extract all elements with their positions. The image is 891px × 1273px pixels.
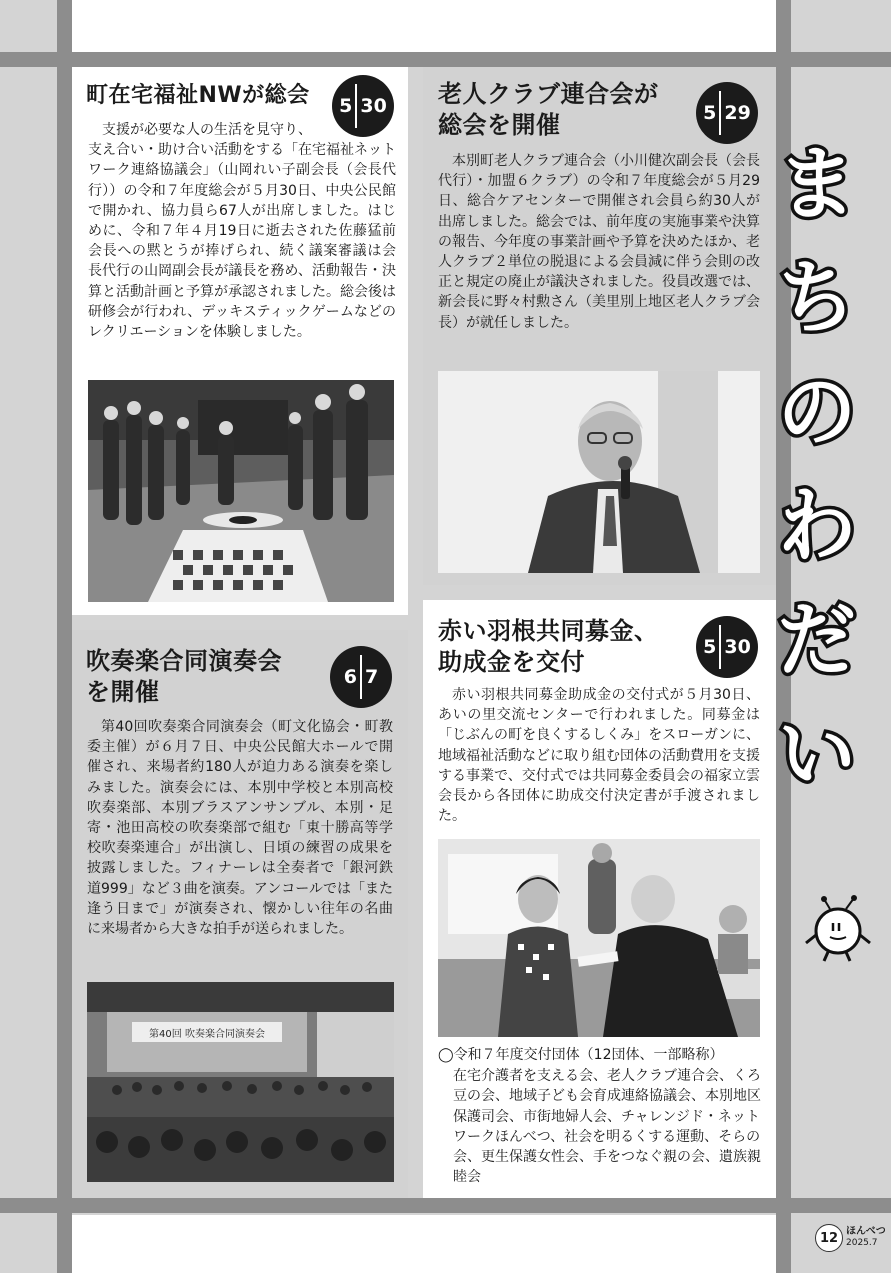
article-title: 老人クラブ連合会が 総会を開催 [438, 80, 659, 139]
article-body: 支援が必要な人の生活を見守り、 支え合い・助け合い活動をする「在宅福祉ネットワーク連絡協議会」（山岡れい子副会長（会長代行））の令和７年度総会が５月30日、中央公民館で開かれ、協力員ら67人が出席しました。はじめに、令和７年４月19日に逝去された佐藤猛前会長への黙とうが捧げられ、続く議案審議は会長代行の山岡副会長が議長を務め、活動報告・決算と活動計画と予算が承認されました。総会後は研修会が行われ、デッキスティックゲームなどのレクリエーションを体験しました。 [88, 122, 396, 341]
side-title-text: まちのわだい [762, 140, 858, 824]
bottom-margin-block [72, 1215, 776, 1273]
page-number: 12 [815, 1224, 843, 1252]
article-body: 赤い羽根共同募金助成金の交付式が５月30日、あいの里交流センターで行われました。同募金は「じぶんの町を良くするしくみ」をスローガンに、地域福祉活動などに取り組む団体の活動費用を支援する事業で、交付式では共同募金委員会の福家立雲会長から各団体に助成交付決定書が手渡されました。 [438, 687, 760, 825]
top-frame-bar [0, 52, 891, 67]
date-badge: 5 30 [332, 75, 394, 137]
side-section-title [762, 80, 888, 980]
article-brass-band-concert [72, 630, 408, 1198]
top-margin-block [72, 0, 776, 52]
town-name: ほんべつ [846, 1226, 886, 1237]
article-body: 本別町老人クラブ連合会（小川健次副会長（会長代行）・加盟６クラブ）の令和７年度総会が５月29日、総合ケアセンターで開催され会員ら約30人が出席しました。総会では、前年度の実施事業や決算の報告、今年度の事業計画や予算を決めたほか、老人クラブ２単位の脱退による会員減に伴う会則の改正と規定の廃止が議決されました。役員改選では、新会長に野々村勲さん（美里別上地区老人クラブ会長）が就任しました。 [438, 153, 760, 331]
article-title: 赤い羽根共同募金、 助成金を交付 [438, 617, 659, 676]
article-body: 第40回吹奏楽合同演奏会（町文化協会・町教委主催）が６月７日、中央公民館大ホールで開催され、来場者約180人が迫力ある演奏を楽しみました。演奏会には、本別中学校と本別高校吹奏楽部、本別ブラスアンサンブル、本別・足寄・池田高校の吹奏楽部で組む「東十勝高等学校吹奏楽連合」が出演し、日頃の練習の成果を披露しました。フィナーレは全奏者で「銀河鉄道999」など３曲を演奏。アンコールでは「また逢う日まで」が演奏され、懐かしい往年の名曲に来場者から大きな拍手が送られました。 [87, 719, 393, 938]
article-senior-club-federation [423, 67, 776, 585]
concert-banner-text: 第40回 吹奏楽合同演奏会 [149, 1029, 265, 1040]
article-home-welfare-network [72, 67, 408, 615]
senior-club-speaker-photo [438, 371, 760, 573]
article-title: 吹奏楽合同演奏会 を開催 [86, 647, 282, 706]
article-red-feather-fund [423, 600, 776, 1198]
mascot-character-icon [800, 895, 875, 965]
caption-organization-list: 在宅介護者を支える会、老人クラブ連合会、くろ豆の会、地域子ども会育成連絡協議会、本別地区保護司会、市街地婦人会、チャレンジド・ネットワークほんべつ、社会を明るくする運動、そらの会、更生保護女性会、手をつなぐ親の会、遺族親睦会 [453, 1068, 761, 1186]
grant-ceremony-photo [438, 839, 760, 1037]
issue-date: 2025.7 [846, 1238, 878, 1248]
date-badge: 6 7 [330, 646, 392, 708]
article-title: 町在宅福祉NWが総会 [86, 83, 310, 108]
brass-band-concert-photo [87, 982, 394, 1182]
deck-stick-game-photo [88, 380, 394, 602]
left-frame-bar [57, 0, 72, 1273]
date-badge: 5 29 [696, 82, 758, 144]
caption-heading: ◯令和７年度交付団体（12団体、一部略称） [438, 1047, 724, 1063]
bottom-frame-bar [0, 1198, 891, 1213]
date-badge: 5 30 [696, 616, 758, 678]
